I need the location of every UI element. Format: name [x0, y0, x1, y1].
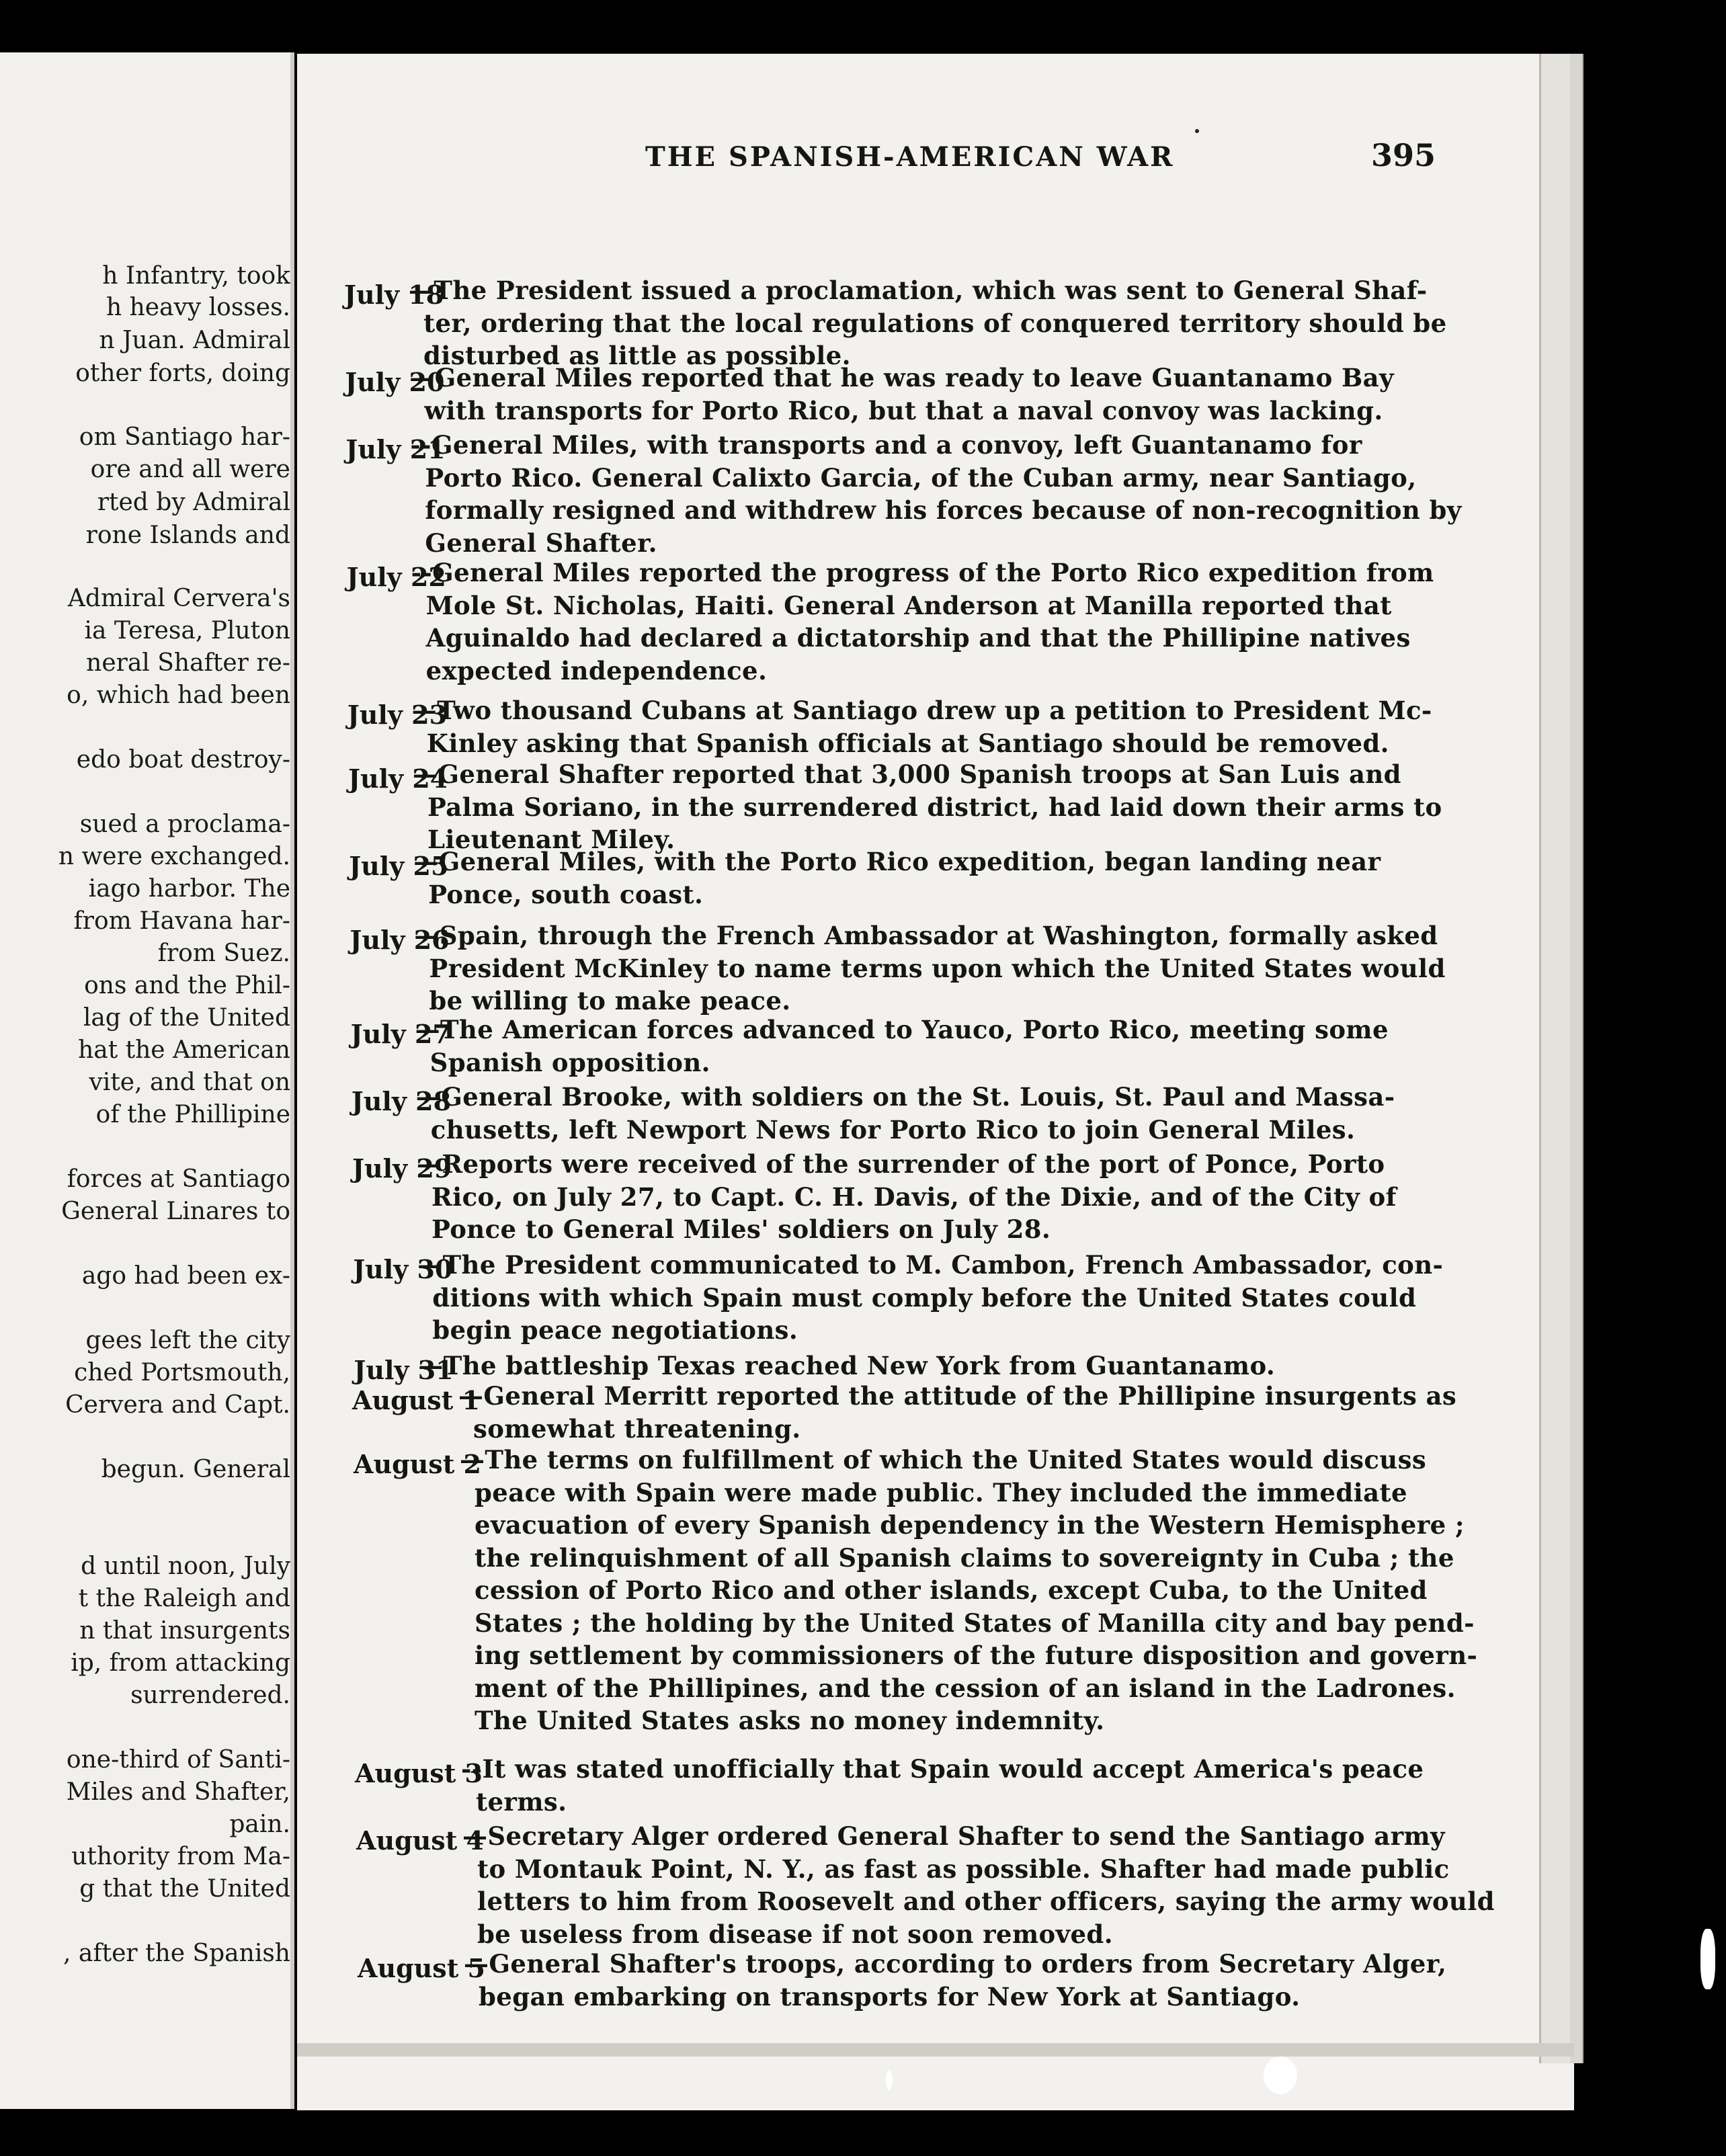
- left-page-line: Cervera and Capt.: [65, 1391, 290, 1419]
- left-page-line: gees left the city: [85, 1327, 290, 1354]
- entry-text-line: expected independence.: [425, 655, 768, 686]
- left-page-line: from Suez.: [157, 940, 290, 967]
- entry-text-line: terms.: [476, 1786, 567, 1817]
- entry-text-line: The United States asks no money indemnity.: [475, 1706, 1105, 1735]
- entry-text-first-line: —The American forces advanced to Yauco, Porto Rico, meeting some: [415, 1015, 1389, 1044]
- scan-speck: [1700, 1929, 1715, 1989]
- left-page-line: rted by Admiral: [97, 489, 290, 516]
- left-page-line: , after the Spanish: [63, 1940, 290, 1967]
- entry-text-first-line: --General Miles, with transports and a convoy, left Guantanamo for: [410, 430, 1362, 460]
- entry-text-first-line: --General Miles reported the progress of the Porto Rico expedition from: [411, 558, 1434, 587]
- left-page-line: d until noon, July: [81, 1552, 290, 1580]
- entry-text-line: disturbed as little as possible.: [423, 341, 851, 370]
- entry-text-line: be willing to make peace.: [429, 986, 791, 1015]
- entry-text-first-line: —The battleship Texas reached New York from Guantanamo.: [418, 1351, 1276, 1380]
- entry-text-line: ter, ordering that the local regulations of conquered territory should be: [423, 308, 1447, 338]
- left-page-line: General Linares to: [61, 1198, 290, 1225]
- left-page-line: ched Portsmouth,: [74, 1359, 290, 1386]
- entry-text-line: Porto Rico. General Calixto Garcia, of the Cuban army, near Santiago,: [425, 462, 1417, 493]
- entry-date: August 2: [354, 1449, 481, 1479]
- entry-date: July 25: [349, 851, 449, 881]
- left-page-line: lag of the United: [83, 1004, 290, 1032]
- entry-date: August 5: [358, 1953, 485, 1983]
- left-page-line: n were exchanged.: [58, 843, 290, 870]
- entry-text-line: somewhat threatening.: [473, 1413, 801, 1444]
- entry-text-line: Ponce, south coast.: [428, 879, 704, 909]
- left-page-line: neral Shafter re-: [86, 649, 290, 677]
- entry-date: July 24: [348, 763, 448, 794]
- entry-text-first-line: —General Merritt reported the attitude of the Phillipine insurgents as: [458, 1381, 1457, 1411]
- entry-text-line: Kinley asking that Spanish officials at Santiago should be removed.: [426, 728, 1389, 758]
- entry-text-line: with transports for Porto Rico, but that a naval convoy was lacking.: [424, 395, 1383, 425]
- running-head: [0, 137, 1726, 181]
- left-page-line: edo boat destroy-: [76, 746, 290, 774]
- scan-speck: [1195, 129, 1199, 133]
- entry-text-first-line: --It was stated unofficially that Spain would accept America's peace: [461, 1754, 1424, 1784]
- entry-text-first-line: —Reports were received of the surrender of the port of Ponce, Porto: [417, 1149, 1385, 1179]
- left-page-line: t the Raleigh and: [78, 1585, 290, 1612]
- left-page-line: begun. General: [101, 1456, 290, 1483]
- left-page-line: ago had been ex-: [81, 1262, 290, 1290]
- left-page-line: other forts, doing: [75, 360, 290, 387]
- left-page-line: o, which had been: [67, 681, 290, 709]
- page-edge-inner: [1570, 54, 1584, 2063]
- entry-date: July 28: [351, 1086, 452, 1116]
- entry-text-line: Spanish opposition.: [429, 1047, 710, 1077]
- entry-text-first-line: —Secretary Alger ordered General Shafter to send the Santiago army: [462, 1821, 1445, 1851]
- left-page-line: from Havana har-: [73, 907, 290, 935]
- left-page-line: ons and the Phil-: [84, 972, 290, 999]
- entry-date: July 20: [345, 367, 445, 397]
- entry-text-line: evacuation of every Spanish dependency in the Western Hemisphere ;: [475, 1510, 1465, 1540]
- entry-text-first-line: —General Brooke, with soldiers on the St. Louis, St. Paul and Massa-: [415, 1082, 1395, 1112]
- entry-text-first-line: —The terms on fulfillment of which the United States would discuss: [460, 1445, 1427, 1475]
- entry-text-line: General Shafter.: [425, 528, 657, 558]
- scan-speck: [886, 2070, 893, 2090]
- entry-text-first-line: —General Miles, with the Porto Rico expedition, began landing near: [413, 847, 1381, 876]
- left-page-line: g that the United: [79, 1875, 290, 1903]
- entry-date: July 29: [352, 1153, 452, 1184]
- entry-date: July 27: [350, 1019, 450, 1049]
- entry-text-line: begin peace negotiations.: [432, 1315, 798, 1345]
- left-page-line: h Infantry, took: [102, 262, 290, 290]
- entry-text-line: to Montauk Point, N. Y., as fast as possible. Shafter had made public: [477, 1854, 1450, 1884]
- entry-text-line: the relinquishment of all Spanish claims to sovereignty in Cuba ; the: [475, 1542, 1454, 1573]
- left-page-line: of the Phillipine: [95, 1101, 290, 1128]
- left-page-line: h heavy losses.: [106, 294, 290, 321]
- left-page-line: surrendered.: [130, 1682, 290, 1709]
- page-bottom-edge: [297, 2043, 1574, 2057]
- left-page-line: n that insurgents: [79, 1617, 290, 1645]
- entry-text-line: President McKinley to name terms upon which the United States would: [429, 953, 1446, 983]
- entry-text-line: Mole St. Nicholas, Haiti. General Anderson at Manilla reported that: [425, 590, 1392, 620]
- left-page-line: uthority from Ma-: [71, 1843, 290, 1870]
- running-head-title: THE SPANISH-AMERICAN WAR: [645, 141, 1175, 173]
- entry-text-line: peace with Spain were made public. They included the immediate: [475, 1477, 1407, 1507]
- left-page-line: Miles and Shafter,: [66, 1778, 290, 1806]
- left-page-line: Admiral Cervera's: [67, 585, 290, 612]
- entry-text-line: be useless from disease if not soon removed.: [477, 1919, 1113, 1949]
- left-page-line: ip, from attacking: [71, 1649, 290, 1677]
- left-page-line: ia Teresa, Pluton: [84, 617, 290, 645]
- entry-text-first-line: —Spain, through the French Ambassador at Washington, formally asked: [414, 921, 1438, 950]
- left-page-line: ore and all were: [90, 456, 290, 483]
- entry-text-line: ment of the Phillipines, and the cession of an island in the Ladrones.: [475, 1673, 1456, 1703]
- left-page-line: n Juan. Admiral: [99, 327, 290, 354]
- entry-text-line: letters to him from Roosevelt and other officers, saying the army would: [477, 1887, 1495, 1916]
- entry-text-line: Rico, on July 27, to Capt. C. H. Davis, of the Dixie, and of the City of: [432, 1181, 1397, 1212]
- entry-text-first-line: —General Shafter reported that 3,000 Spanish troops at San Luis and: [413, 759, 1401, 789]
- entry-text-line: chusetts, left Newport News for Porto Rico to join General Miles.: [430, 1114, 1356, 1145]
- left-page-line: pain.: [229, 1811, 290, 1838]
- entry-text-first-line: —Two thousand Cubans at Santiago drew up a petition to President Mc-: [411, 696, 1432, 725]
- entry-text-line: formally resigned and withdrew his forces because of non-recognition by: [425, 495, 1462, 525]
- left-page-line: hat the American: [78, 1036, 290, 1064]
- entry-date: July 30: [353, 1254, 453, 1284]
- entry-text-line: Ponce to General Miles' soldiers on July 28.: [432, 1214, 1051, 1244]
- entry-text-line: ing settlement by commissioners of the future disposition and govern-: [475, 1641, 1478, 1670]
- entry-text-line: ditions with which Spain must comply before the United States could: [432, 1282, 1417, 1313]
- entry-date: July 26: [350, 925, 450, 955]
- entry-text-first-line: —The President communicated to M. Cambon, French Ambassador, con-: [417, 1250, 1444, 1280]
- left-page-line: sued a proclama-: [79, 811, 290, 838]
- entry-date: July 23: [347, 700, 448, 730]
- left-page-fragment: [0, 52, 294, 2109]
- entry-date: July 18: [344, 280, 444, 310]
- left-page-line: vite, and that on: [89, 1069, 290, 1096]
- page-number: 395: [1371, 137, 1436, 173]
- left-page-line: rone Islands and: [85, 522, 290, 549]
- entry-text-line: Palma Soriano, in the surrendered district, had laid down their arms to: [427, 792, 1442, 822]
- scan-speck: [1264, 2057, 1297, 2094]
- entry-text-line: began embarking on transports for New York at Santiago.: [479, 1981, 1301, 2012]
- entry-text-line: cession of Porto Rico and other islands, except Cuba, to the United: [475, 1575, 1428, 1605]
- entry-date: July 21: [345, 434, 446, 464]
- entry-date: August 3: [355, 1758, 483, 1788]
- entry-date: July 22: [346, 562, 446, 592]
- entry-date: August 4: [356, 1825, 484, 1856]
- entry-text-first-line: —General Shafter's troops, according to orders from Secretary Alger,: [464, 1949, 1447, 1979]
- left-page-line: one-third of Santi-: [66, 1746, 290, 1774]
- left-page-line: forces at Santiago: [67, 1165, 290, 1193]
- entry-text-first-line: —The President issued a proclamation, which was sent to General Shaf-: [409, 276, 1428, 305]
- entry-text-line: Aguinaldo had declared a dictatorship and that the Phillipine natives: [425, 623, 1411, 653]
- left-page-line: iago harbor. The: [88, 875, 290, 903]
- entry-date: August 1: [352, 1385, 480, 1415]
- entry-text-line: States ; the holding by the United States of Manilla city and bay pend-: [475, 1608, 1475, 1638]
- page-edge: [1539, 54, 1574, 2063]
- entry-text-first-line: —General Miles reported that he was ready to leave Guantanamo Bay: [409, 363, 1394, 392]
- left-page-line: om Santiago har-: [79, 423, 290, 451]
- entry-date: July 31: [354, 1355, 454, 1385]
- entry-text-line: Lieutenant Miley.: [427, 825, 675, 854]
